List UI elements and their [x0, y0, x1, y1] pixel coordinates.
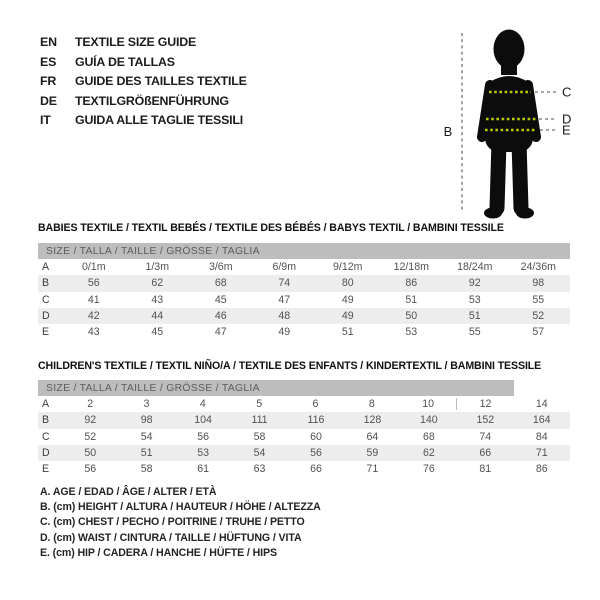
table-cell: 56	[197, 430, 209, 443]
table-cell: 76	[422, 463, 435, 476]
table-cell: 66	[310, 463, 322, 476]
table-cell: 98	[532, 277, 545, 290]
table-cell: 2	[87, 398, 94, 411]
table-cell: 68	[214, 277, 227, 290]
table-cell: 46	[214, 309, 227, 322]
table-cell: 43	[87, 326, 100, 339]
table-cell: 50	[405, 309, 418, 322]
table-cell: 14	[535, 398, 548, 411]
table-cell: 45	[214, 293, 227, 306]
table-cell: 111	[251, 414, 268, 427]
table-cell: 12/18m	[393, 261, 429, 274]
legend-line-height: B. (cm) HEIGHT / ALTURA / HAUTEUR / HÖHE / ALTEZZA	[40, 501, 321, 514]
table-cell: 62	[151, 277, 164, 290]
lang-title: GUÍA DE TALLAS	[75, 54, 175, 69]
table-cell: 6/9m	[272, 261, 297, 274]
lang-row-fr	[40, 72, 247, 92]
row-label: A	[42, 261, 50, 274]
table-cell: 59	[366, 446, 379, 459]
table-row	[38, 324, 570, 340]
table-cell: 47	[278, 293, 291, 306]
table-row	[38, 412, 570, 428]
table-cell: 1/3m	[145, 261, 170, 274]
table-cell: 104	[194, 414, 212, 427]
table-row	[38, 308, 570, 324]
lang-title: GUIDA ALLE TAGLIE TESSILI	[75, 113, 244, 128]
lang-code: DE	[40, 93, 57, 108]
table-cell: 45	[151, 326, 164, 339]
label-height-b: B	[443, 124, 453, 139]
label-waist-d: D	[562, 111, 572, 127]
table-cell: 49	[341, 309, 354, 322]
table-cell: 68	[422, 430, 435, 443]
table-cell: 152	[476, 414, 495, 427]
table-row	[38, 275, 570, 291]
table-cell: 84	[535, 430, 548, 443]
lang-row-en	[40, 33, 247, 53]
table-cell: 53	[197, 446, 209, 459]
table-cell: 43	[151, 293, 164, 306]
child-silhouette-icon	[482, 30, 536, 219]
babies-size-table	[38, 243, 570, 340]
table-cell: 44	[151, 309, 164, 322]
table-cell: 63	[253, 463, 266, 476]
table-cell: 86	[535, 463, 548, 476]
table-cell: 74	[479, 430, 492, 443]
table-cell: 92	[468, 277, 481, 290]
legend-line-chest: C. (cm) CHEST / PECHO / POITRINE / TRUHE / PETTO	[40, 516, 305, 529]
size-header-label: SIZE / TALLA / TAILLE / GRÖSSE / TAGLIA	[38, 380, 514, 396]
children-size-table	[38, 380, 570, 477]
lang-title: TEXTILGRÖßENFÜHRUNG	[75, 93, 229, 108]
row-label: E	[42, 326, 50, 339]
table-cell: 53	[405, 326, 418, 339]
row-label: A	[42, 398, 50, 411]
table-row	[38, 461, 570, 477]
row-label: C	[42, 293, 50, 306]
table-cell: 60	[310, 430, 322, 443]
lang-row-it	[40, 111, 247, 131]
table-cell: 55	[468, 326, 481, 339]
table-cell: 3	[143, 398, 150, 411]
table-cell: 51	[341, 326, 354, 339]
table-cell: 56	[310, 446, 322, 459]
table-cell: 71	[535, 446, 548, 459]
babies-section-title: BABIES TEXTILE / TEXTIL BEBÉS / TEXTILE DES BÉBÉS / BABYS TEXTIL / BAMBINI TESSILE	[38, 222, 504, 234]
table-cell: 56	[84, 463, 97, 476]
measurement-legend	[40, 485, 321, 561]
row-label: D	[42, 446, 50, 459]
legend-line-hip: E. (cm) HIP / CADERA / HANCHE / HÜFTE / HIPS	[40, 546, 277, 559]
table-cell: 64	[366, 430, 379, 443]
label-hip-e: E	[562, 122, 571, 138]
table-cell: 51	[140, 446, 153, 459]
table-cell: 62	[422, 446, 435, 459]
table-cell: 0/1m	[81, 261, 106, 274]
row-label: B	[42, 414, 50, 427]
table-cell: 86	[405, 277, 418, 290]
lang-row-es	[40, 53, 247, 73]
table-cell: 49	[341, 293, 354, 306]
row-label: B	[42, 277, 50, 290]
table-cell: 42	[87, 309, 100, 322]
table-cell: 3/6m	[208, 261, 233, 274]
table-cell: 80	[341, 277, 354, 290]
table-row	[38, 259, 570, 275]
table-cell: 12	[456, 398, 513, 410]
table-cell: 50	[84, 446, 97, 459]
table-cell: 128	[363, 414, 382, 427]
size-header-row	[38, 243, 570, 259]
lang-row-de	[40, 92, 247, 112]
table-cell: 81	[479, 463, 492, 476]
table-cell: 51	[405, 293, 418, 306]
table-cell: 49	[278, 326, 291, 339]
lang-code: IT	[40, 113, 51, 128]
language-title-list	[40, 33, 247, 131]
legend-line-waist: D. (cm) WAIST / CINTURA / TAILLE / HÜFTUNG / VITA	[40, 531, 302, 544]
table-cell: 71	[366, 463, 379, 476]
table-cell: 92	[84, 414, 97, 427]
lang-code: FR	[40, 74, 57, 89]
table-cell: 4	[199, 398, 206, 411]
table-row	[38, 396, 570, 412]
table-row	[38, 445, 570, 461]
size-header-row	[38, 380, 570, 396]
table-cell: 53	[468, 293, 481, 306]
table-cell: 52	[84, 430, 97, 443]
row-label: D	[42, 309, 50, 322]
table-row	[38, 292, 570, 308]
table-cell: 18/24m	[457, 261, 493, 274]
table-cell: 51	[468, 309, 481, 322]
table-cell: 48	[278, 309, 291, 322]
size-header-label: SIZE / TALLA / TAILLE / GRÖSSE / TAGLIA	[38, 243, 570, 259]
table-cell: 98	[140, 414, 153, 427]
table-cell: 57	[532, 326, 545, 339]
table-row	[38, 429, 570, 445]
table-cell: 164	[532, 414, 551, 427]
table-cell: 41	[87, 293, 100, 306]
lang-code: EN	[40, 35, 57, 49]
legend-line-age: A. AGE / EDAD / ÂGE / ALTER / ETÀ	[40, 486, 217, 498]
table-cell: 58	[140, 463, 153, 476]
table-cell: 54	[253, 446, 266, 459]
table-cell: 54	[140, 430, 153, 443]
table-cell: 116	[307, 414, 325, 427]
table-cell: 6	[312, 398, 319, 411]
table-cell: 24/36m	[520, 261, 556, 274]
table-cell: 58	[253, 430, 266, 443]
table-cell: 5	[256, 398, 263, 411]
lang-code: ES	[40, 54, 57, 69]
table-cell: 74	[278, 277, 291, 290]
lang-title: TEXTILE SIZE GUIDE	[75, 35, 197, 49]
row-label: E	[42, 463, 50, 476]
table-cell: 47	[214, 326, 227, 339]
table-cell: 56	[87, 277, 100, 290]
child-measurement-figure	[435, 10, 595, 232]
label-chest-c: C	[562, 84, 572, 100]
table-cell: 8	[368, 398, 375, 411]
table-cell: 52	[532, 309, 545, 322]
children-section-title: CHILDREN'S TEXTILE / TEXTIL NIÑO/A / TEXTILE DES ENFANTS / KINDERTEXTIL / BAMBINI TESSILE	[38, 360, 542, 372]
table-cell: 140	[420, 414, 438, 427]
row-label: C	[42, 430, 50, 443]
table-cell: 10	[422, 398, 435, 411]
table-cell: 61	[197, 463, 209, 476]
table-cell: 9/12m	[333, 261, 363, 274]
table-cell: 66	[479, 446, 492, 459]
lang-title: GUIDE DES TAILLES TEXTILE	[75, 74, 247, 89]
table-cell: 55	[532, 293, 545, 306]
